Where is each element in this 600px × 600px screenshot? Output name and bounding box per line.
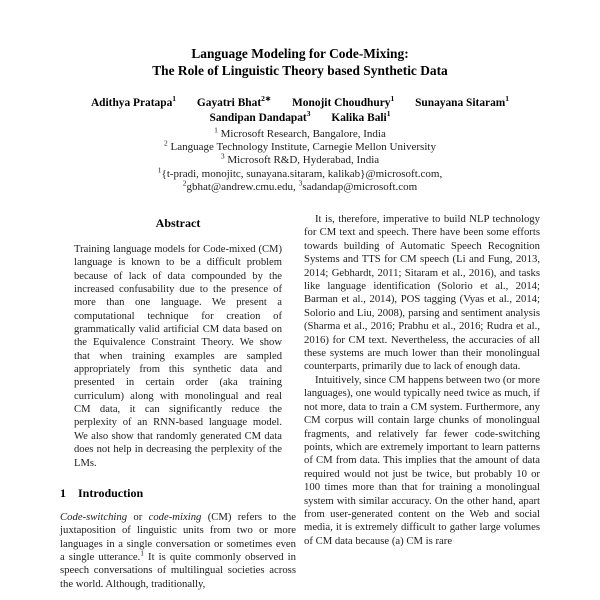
affiliation-text: Microsoft R&D, Hyderabad, India	[224, 154, 380, 167]
paragraph-text: or	[127, 510, 149, 523]
body-paragraph: It is, therefore, imperative to build NLP technology for CM text and speech. There have been some efforts towards building of Automatic Speech Recognition Systems and TTS for CM speech (Li and Fung, 2013, 2014; Gebhardt, 2011; Sitaram et al., 2016), and tasks like language identification (Solorio et al., 2014; Barman et al., 2014), POS tagging (Vyas et al., 2014; Solorio and Liu, 2008), parsing and sentiment analysis (Sharma et al., 2016; Prabhu et al., 2016; Rudra et al., 2016) for CM text. Nevertheless, the accuracies of all these systems are much lower than their monolingual counterparts, primarily due to lack of enough data.	[304, 213, 540, 373]
author-affiliation-mark: 1	[172, 94, 177, 104]
author-affiliation-mark: 3	[306, 109, 311, 119]
section-heading-introduction	[60, 486, 296, 501]
paper-title-line-1: Language Modeling for Code-Mixing:	[191, 46, 409, 61]
author-name	[292, 94, 395, 109]
author-name	[415, 94, 510, 109]
email-affiliation-mark: 1	[157, 164, 162, 174]
section-title: Introduction	[78, 485, 144, 500]
author-name-text: Monojit Choudhury	[292, 97, 391, 109]
email-text: sadandap@microsoft.com	[302, 180, 418, 193]
paragraph-text: (CM) refers to the juxtaposition of linguistic units from two or more languages in a single conversation or sometimes even a single utterance.	[60, 510, 296, 564]
paper-title-line-2: The Role of Linguistic Theory based Synthetic Data	[152, 62, 448, 78]
footnote-mark: 1	[140, 548, 144, 558]
email-text: {t-pradi, monojitc, sunayana.sitaram, kalikab}@microsoft.com,	[161, 167, 443, 180]
affiliations	[0, 125, 600, 168]
paragraph-text: It is quite commonly observed in speech conversations of multilingual societies across the world. Although, traditionally,	[60, 551, 296, 590]
two-column-body	[60, 212, 540, 591]
author-name	[209, 109, 311, 124]
author-affiliation-mark: 2∗	[261, 94, 272, 104]
left-column	[60, 212, 296, 591]
email-line-2	[0, 178, 600, 194]
email-text: gbhat@andrew.cmu.edu,	[186, 180, 299, 193]
affiliation-line	[0, 125, 600, 141]
affiliation-mark: 2	[164, 138, 168, 148]
abstract-text: Training language models for Code-mixed (CM) language is known to be a difficult problem because of lack of data compounded by the increased confusability due to the presence of more than one language. We present a computational technique for creation of grammatically valid artificial CM data based on the Equivalence Constraint Theory. We show that when training examples are sampled appropriately from this synthetic data and presented in certain order (aka training curriculum) along with monolingual and real CM data, it can significantly reduce the perplexity of an RNN-based language model. We also show that randomly generated CM data does not help in decreasing the perplexity of the LMs.	[74, 244, 282, 469]
author-emails	[0, 164, 600, 194]
right-column	[304, 212, 540, 591]
author-name-text: Adithya Pratapa	[90, 97, 173, 109]
author-name-text: Kalika Bali	[331, 112, 387, 124]
author-name	[90, 94, 177, 109]
affiliation-mark: 3	[220, 151, 225, 161]
author-affiliation-mark: 1	[505, 94, 510, 104]
abstract-heading: Abstract	[155, 216, 201, 230]
authors-row-2	[0, 111, 600, 126]
paper-title	[0, 0, 600, 79]
affiliation-text: Microsoft Research, Bangalore, India	[217, 128, 386, 140]
affiliation-line	[0, 138, 600, 154]
authors-row-1	[0, 96, 600, 111]
affiliation-line	[0, 151, 600, 167]
introduction-paragraph	[60, 511, 296, 591]
author-name-text: Sunayana Sitaram	[415, 97, 506, 109]
term-code-mixing: code-mixing	[148, 510, 202, 523]
email-affiliation-mark: 2	[182, 178, 187, 188]
author-name	[196, 94, 272, 109]
author-name-text: Gayatri Bhat	[196, 97, 262, 109]
affiliation-mark: 1	[214, 125, 218, 135]
author-name-text: Sandipan Dandapat	[209, 112, 307, 124]
section-number: 1	[60, 485, 66, 500]
affiliation-text: Language Technology Institute, Carnegie Mellon University	[167, 141, 436, 154]
body-paragraph: Intuitively, since CM happens between two (or more languages), one would typically need twice as much, if not more, data to train a CM system. Furthermore, any CM corpus will contain large chunks of monolingual fragments, and relatively far fewer code-switching points, which are extremely important to learn patterns of CM from data. This implies that the amount of data required would not just be twice, but probably 10 or 100 times more than that for training a monolingual system with similar accuracy. On the other hand, apart from user-generated content on the Web and social media, it is extremely difficult to gather large volumes of CM data because (a) CM is rare	[304, 373, 540, 547]
author-name	[331, 109, 391, 124]
term-code-switching: Code-switching	[60, 510, 128, 523]
author-affiliation-mark: 1	[390, 94, 395, 104]
email-affiliation-mark: 3	[298, 178, 303, 188]
author-affiliation-mark: 1	[386, 109, 391, 119]
